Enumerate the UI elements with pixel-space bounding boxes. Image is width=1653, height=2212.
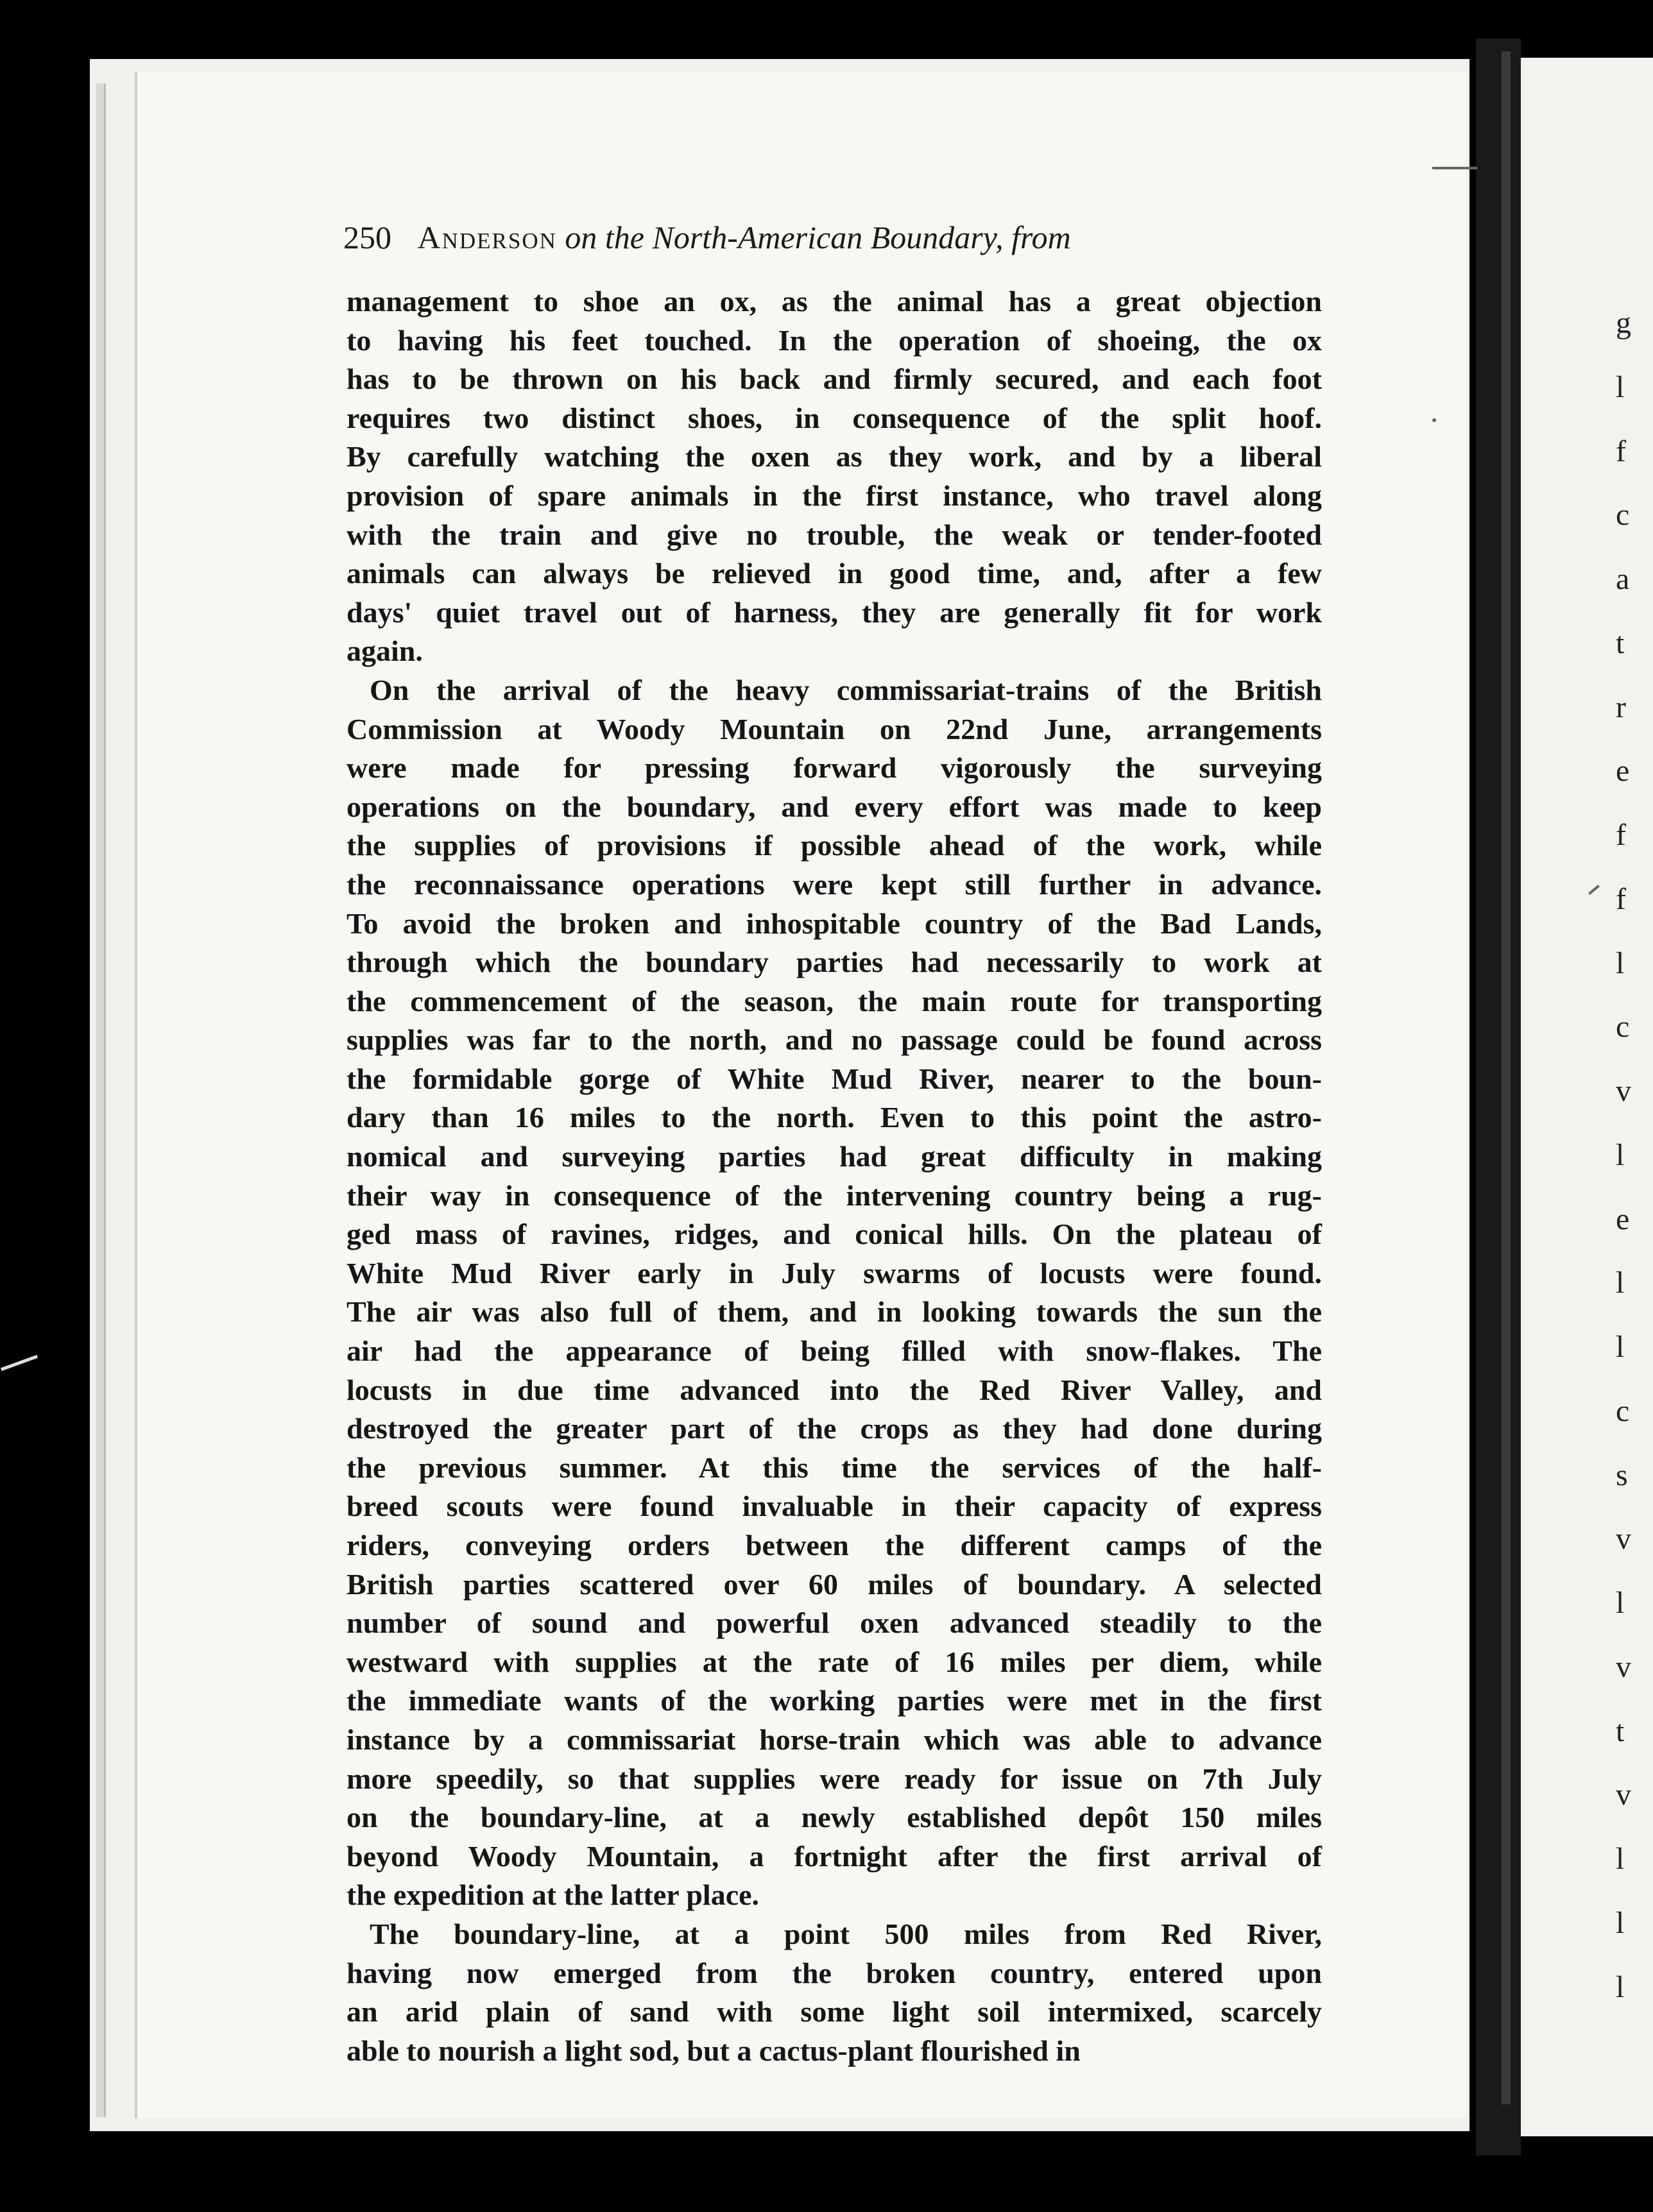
running-head-title: on the North-American Boundary, from (565, 219, 1071, 255)
facing-page-letter: a (1616, 562, 1630, 597)
text-line: the previous summer. At this time the services of the half- (347, 1451, 1322, 1484)
text-line: were made for pressing forward vigorously the surveying (347, 751, 1322, 785)
text-line: on the boundary-line, at a newly established depôt 150 miles (347, 1801, 1322, 1834)
text-line: requires two distinct shoes, in consequence of the split hoof. (347, 401, 1322, 434)
facing-page-letter: l (1616, 1137, 1625, 1172)
facing-page-letter: c (1616, 1010, 1630, 1044)
page-stack-edge (96, 83, 106, 2117)
text-line: animals can always be relieved in good time, and, after a few (347, 557, 1322, 590)
text-line: White Mud River early in July swarms of locusts were found. (347, 1256, 1322, 1289)
text-line: nomical and surveying parties had great difficulty in making (347, 1140, 1322, 1173)
facing-page-letter: l (1616, 1330, 1625, 1365)
margin-mark (1, 1355, 38, 1371)
facing-page-letter: l (1616, 1842, 1625, 1876)
facing-page-letter: e (1616, 754, 1630, 788)
text-line: locusts in due time advanced into the Red River Valley, and (347, 1373, 1322, 1406)
text-line: more speedily, so that supplies were ready for issue on 7th July (347, 1762, 1322, 1795)
facing-page-edge (1521, 58, 1653, 2136)
text-line: able to nourish a light sod, but a cactus-plant flourished in (347, 2034, 1081, 2067)
text-line: to having his feet touched. In the operation of shoeing, the ox (347, 323, 1322, 357)
facing-page-letter: e (1616, 1202, 1630, 1236)
text-line: instance by a commissariat horse-train which was able to advance (347, 1723, 1322, 1756)
text-line: riders, conveying orders between the different camps of the (347, 1529, 1322, 1561)
body-text (347, 282, 1322, 2070)
text-line: the expedition at the latter place. (347, 1878, 760, 1912)
facing-page-letter: c (1616, 1393, 1630, 1428)
text-line: On the arrival of the heavy commissariat-trains of the British (370, 673, 1322, 706)
text-line: an arid plain of sand with some light soil intermixed, scarcely (347, 1995, 1322, 2029)
text-line: air had the appearance of being filled with snow-flakes. The (347, 1334, 1322, 1368)
margin-mark (1432, 167, 1477, 169)
text-line: breed scouts were found invaluable in their capacity of express (347, 1490, 1322, 1523)
facing-page-letter: s (1616, 1458, 1628, 1492)
facing-page-letter: f (1616, 881, 1626, 916)
facing-page-letter: l (1616, 946, 1625, 980)
facing-page-letter: c (1616, 498, 1630, 532)
page-number: 250 (343, 219, 391, 255)
facing-page-letter: r (1616, 690, 1626, 724)
text-line: westward with supplies at the rate of 16 miles per diem, while (347, 1645, 1322, 1678)
text-line: The boundary-line, at a point 500 miles from Red River, (370, 1917, 1322, 1950)
text-line: the reconnaissance operations were kept still further in advance. (347, 867, 1322, 901)
text-line: their way in consequence of the intervening country being a rug- (347, 1178, 1322, 1212)
running-head (343, 218, 1383, 257)
facing-page-letter: l (1616, 1586, 1625, 1621)
gutter-line (1502, 51, 1511, 2104)
book-gutter (1476, 38, 1521, 2156)
text-line: the formidable gorge of White Mud River, nearer to the boun- (347, 1062, 1322, 1095)
text-line: ged mass of ravines, ridges, and conical hills. On the plateau of (347, 1218, 1322, 1251)
text-line: the commencement of the season, the main route for transporting (347, 984, 1322, 1017)
facing-page-letter: l (1616, 370, 1625, 404)
text-line: operations on the boundary, and every effort was made to keep (347, 790, 1322, 823)
text-line: with the train and give no trouble, the weak or tender-footed (347, 518, 1322, 551)
text-line: provision of spare animals in the first instance, who travel along (347, 479, 1322, 512)
facing-page-letter: v (1616, 1649, 1631, 1684)
facing-page-letter: l (1616, 1970, 1625, 2004)
text-line: the immediate wants of the working parties were met in the first (347, 1684, 1322, 1717)
facing-page-letter: f (1616, 818, 1626, 853)
text-line: supplies was far to the north, and no passage could be found across (347, 1023, 1322, 1057)
text-line: The air was also full of them, and in looking towards the sun the (347, 1295, 1322, 1329)
text-line: through which the boundary parties had necessarily to work at (347, 946, 1322, 979)
facing-page-letter: l (1616, 1266, 1625, 1300)
text-line: British parties scattered over 60 miles of boundary. A selected (347, 1567, 1322, 1601)
text-line: Commission at Woody Mountain on 22nd June, arrangements (347, 712, 1322, 745)
text-line: number of sound and powerful oxen advanced steadily to the (347, 1606, 1322, 1640)
text-line: again. (347, 634, 423, 668)
facing-page-letter: v (1616, 1522, 1631, 1556)
facing-page-letter: t (1616, 1714, 1625, 1748)
text-line: destroyed the greater part of the crops as they had done during (347, 1412, 1322, 1445)
text-line: By carefully watching the oxen as they work, and by a liberal (347, 440, 1322, 473)
facing-page-letter: g (1616, 306, 1631, 340)
text-line: has to be thrown on his back and firmly secured, and each foot (347, 362, 1322, 396)
facing-page-letter: l (1616, 1906, 1625, 1940)
facing-page-letter: v (1616, 1778, 1631, 1812)
facing-page-letter: t (1616, 625, 1625, 660)
text-line: management to shoe an ox, as the animal has a great objection (347, 285, 1322, 318)
text-line: beyond Woody Mountain, a fortnight after the first arrival of (347, 1839, 1322, 1873)
text-line: dary than 16 miles to the north. Even to this point the astro- (347, 1101, 1322, 1134)
text-line: the supplies of provisions if possible ahead of the work, while (347, 829, 1322, 862)
text-line: having now emerged from the broken country, entered upon (347, 1956, 1322, 1989)
text-line: days' quiet travel out of harness, they are generally fit for work (347, 595, 1322, 629)
facing-page-letter: f (1616, 434, 1626, 468)
facing-page-letter: v (1616, 1074, 1631, 1109)
margin-mark (1432, 418, 1436, 422)
text-line: To avoid the broken and inhospitable country of the Bad Lands, (347, 906, 1322, 940)
running-head-author: Anderson (417, 219, 557, 255)
